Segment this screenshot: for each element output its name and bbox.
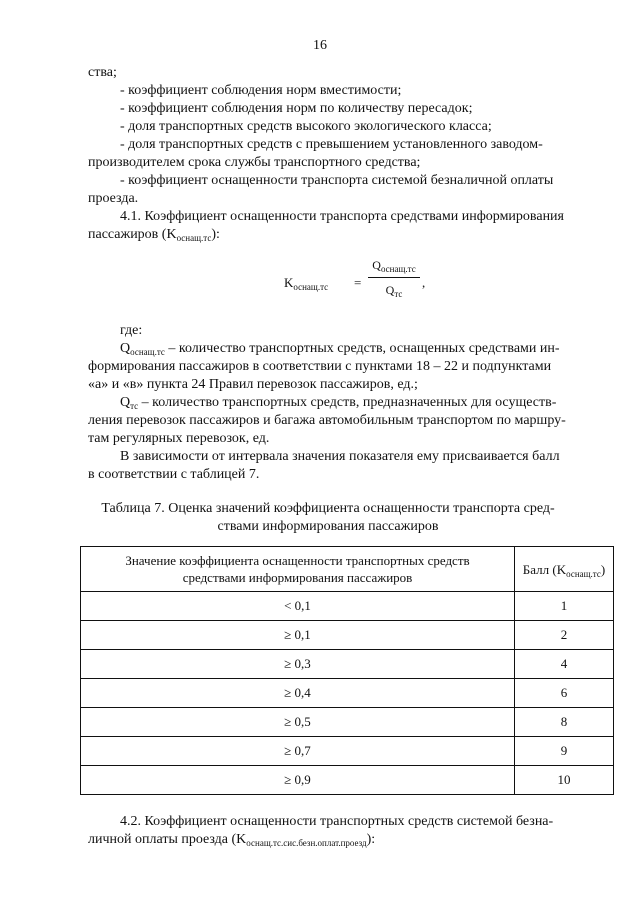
where-label: где: [120,323,143,338]
def-text: – количество транспортных средств, оснащенных средствами ин- [164,341,560,356]
header-value-l2: средствами информирования пассажиров [182,570,413,585]
section-4-2-l2 [88,831,568,849]
row-value: ≥ 0,9 [81,766,515,795]
row-value: ≥ 0,1 [81,621,515,650]
header-score-text: Балл (K [522,561,567,577]
table-row [81,621,614,650]
def-q-ts-l1 [88,394,568,412]
section-4-1-heading-l2 [88,226,568,244]
formula-lhs-main: K [284,275,294,290]
section-4-2-l1: 4.2. Коэффициент оснащенности транспортных средств системой безна- [120,814,554,829]
section-4-1-heading-l1: 4.1. Коэффициент оснащенности транспорта средствами информирования [120,209,564,224]
table-row [81,650,614,679]
table-caption-l2: ствами информирования пассажиров [217,519,439,534]
def-symbol-sub: оснащ.тс [130,347,165,357]
row-score: 8 [515,708,614,737]
list-continuation: ства; [88,65,117,80]
def-q-osnash-l2: формирования пассажиров в соответствии с пунктами 18 – 22 и подпунктами [88,359,552,374]
header-score-sub: оснащ.тс [566,568,601,579]
row-score: 1 [515,592,614,621]
heading-text: пассажиров (K [88,227,177,242]
formula-num-sub: оснащ.тс [380,264,416,274]
table-row [81,737,614,766]
section-4-2-text: личной оплаты проезда (K [88,832,247,847]
row-score: 10 [515,766,614,795]
heading-end: ): [211,227,220,242]
formula [88,256,568,312]
def-q-ts-l3: там регулярных перевозок, ед. [88,431,270,446]
list-item-eco-class: - доля транспортных средств высокого экологического класса; [120,119,492,134]
header-value-l1: Значение коэффициента оснащенности транспортных средств [125,553,470,568]
interval-para-l1: В зависимости от интервала значения показателя ему присваивается балл [120,449,560,464]
table-caption [88,500,568,536]
list-item-cashless-l1: - коэффициент оснащенности транспорта системой безналичной оплаты [120,173,554,188]
formula-comma: , [422,275,426,290]
formula-den-main: Q [385,283,395,297]
list-item-exceed-l2: производителем срока службы транспортного средства; [88,155,421,170]
formula-numerator [368,256,420,277]
list-item-cashless-l2: проезда. [88,191,139,206]
def-text: – количество транспортных средств, предназначенных для осуществ- [138,395,557,410]
list-item-capacity: - коэффициент соблюдения норм вместимости; [120,83,402,98]
def-q-ts-l2: ления перевозок пассажиров и багажа автомобильным транспортом по маршру- [88,413,566,428]
row-score: 4 [515,650,614,679]
formula-num-main: Q [372,258,381,272]
formula-lhs [284,274,328,292]
def-q-osnash-l1 [88,340,568,358]
document-body [88,64,606,849]
page-number: 16 [313,38,327,53]
row-score: 6 [515,679,614,708]
def-symbol: Q [120,341,131,356]
def-q-osnash-l3: «а» и «в» пункта 24 Правил перевозок пассажиров, ед.; [88,377,418,392]
list-item-transfers: - коэффициент соблюдения норм по количеству пересадок; [120,101,473,116]
def-symbol-sub: тс [130,401,139,411]
interval-para-l2: в соответствии с таблицей 7. [88,467,260,482]
row-value: ≥ 0,4 [81,679,515,708]
table-row [81,766,614,795]
table-row [81,708,614,737]
def-symbol: Q [120,395,131,410]
heading-subscript: оснащ.тс [176,233,212,243]
row-score: 9 [515,737,614,766]
formula-den-sub: тс [394,289,403,299]
list-item-exceed-l1: - доля транспортных средств с превышением установленного заводом- [120,137,543,152]
row-value: ≥ 0,7 [81,737,515,766]
row-value: ≥ 0,5 [81,708,515,737]
formula-fraction [368,256,420,299]
header-value-column [81,547,515,592]
header-score-column [515,547,614,592]
table-row [81,592,614,621]
row-score: 2 [515,621,614,650]
section-4-2-end: ): [366,832,376,847]
table-caption-l1: Таблица 7. Оценка значений коэффициента оснащенности транспорта сред- [101,501,555,516]
section-4-2-sub: оснащ.тс.сис.безн.оплат.проезд [246,838,367,848]
row-value: ≥ 0,3 [81,650,515,679]
formula-denominator [368,278,420,299]
formula-equals: = [354,275,362,290]
score-table [80,546,614,795]
table-row [81,679,614,708]
formula-lhs-sub: оснащ.тс [293,282,329,292]
table-header-row [81,547,614,592]
header-score-end: ) [600,561,606,577]
row-value: < 0,1 [81,592,515,621]
